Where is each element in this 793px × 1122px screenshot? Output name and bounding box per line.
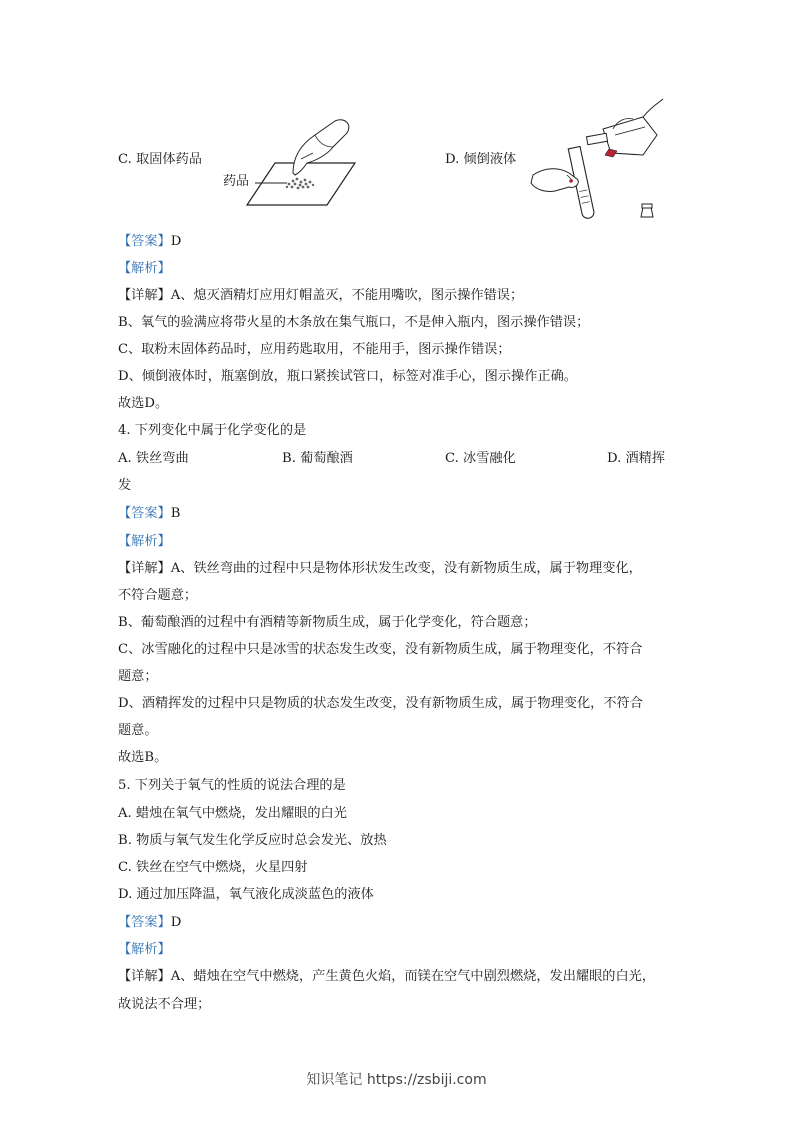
question-5-option-c: C. 铁丝在空气中燃烧，火星四射 (118, 860, 308, 875)
detail-tag: 【详解】 (118, 288, 171, 303)
detail-line: D、酒精挥发的过程中只是物质的状态发生改变，没有新物质生成，属于物理变化，不符合 (118, 696, 643, 711)
detail-line: A、熄灭酒精灯应用灯帽盖灭，不能用嘴吹，图示操作错误； (170, 288, 524, 303)
option-c-label: C. 取固体药品 (118, 152, 202, 167)
question-5: 5. 下列关于氧气的性质的说法合理的是 (118, 778, 346, 793)
question-4-option-d-wrap: 发 (118, 478, 132, 493)
option-d-label: D. 倾倒液体 (445, 152, 517, 167)
detail-line: C、冰雪融化的过程中只是冰雪的状态发生改变，没有新物质生成，属于物理变化，不符合 (118, 642, 643, 657)
analysis-tag: 【解析】 (118, 261, 171, 276)
answer-value: D (170, 915, 182, 930)
answer-tag: 【答案】 (118, 915, 171, 930)
footer-watermark: 知识笔记 https://zsbiji.com (306, 1072, 487, 1088)
conclusion-line: 故选B。 (118, 750, 168, 765)
answer-value: B (170, 506, 181, 521)
answer-tag: 【答案】 (118, 506, 171, 521)
detail-line: C、取粉末固体药品时，应用药匙取用，不能用手，图示操作错误； (118, 342, 511, 357)
question-4: 4. 下列变化中属于化学变化的是 (118, 423, 307, 438)
detail-tag: 【详解】 (118, 561, 171, 576)
detail-line: 不符合题意； (118, 588, 198, 603)
solid-reagent-illustration (215, 113, 365, 208)
detail-line: A、蜡烛在空气中燃烧，产生黄色火焰，而镁在空气中剧烈燃烧，发出耀眼的白光， (170, 969, 656, 984)
question-5-option-b: B. 物质与氧气发生化学反应时总会发光、放热 (118, 833, 387, 848)
answer-value: D (170, 234, 182, 249)
analysis-tag: 【解析】 (118, 534, 171, 549)
question-4-option-b: B. 葡萄酿酒 (282, 451, 353, 466)
detail-tag: 【详解】 (118, 969, 171, 984)
question-4-option-a: A. 铁丝弯曲 (118, 451, 189, 466)
question-4-option-d: D. 酒精挥 (607, 451, 666, 466)
detail-line: B、葡萄酿酒的过程中有酒精等新物质生成，属于化学变化，符合题意； (118, 615, 537, 630)
reagent-label: 药品 (223, 174, 250, 189)
detail-line: 题意。 (118, 723, 158, 738)
detail-line: B、氧气的验满应将带火星的木条放在集气瓶口，不是伸入瓶内，图示操作错误； (118, 315, 590, 330)
question-4-option-c: C. 冰雪融化 (445, 451, 516, 466)
detail-line: D、倾倒液体时，瓶塞倒放，瓶口紧挨试管口，标签对准手心，图示操作正确。 (118, 369, 577, 384)
pour-liquid-illustration (525, 95, 675, 225)
detail-line: A、铁丝弯曲的过程中只是物体形状发生改变，没有新物质生成，属于物理变化， (170, 561, 642, 576)
answer-tag: 【答案】 (118, 234, 171, 249)
question-5-option-d: D. 通过加压降温，氧气液化成淡蓝色的液体 (118, 887, 374, 902)
question-5-option-a: A. 蜡烛在氧气中燃烧，发出耀眼的白光 (118, 806, 347, 821)
analysis-tag: 【解析】 (118, 942, 171, 957)
detail-line: 故说法不合理； (118, 997, 211, 1012)
detail-line: 题意； (118, 669, 158, 684)
conclusion-line: 故选D。 (118, 396, 169, 411)
